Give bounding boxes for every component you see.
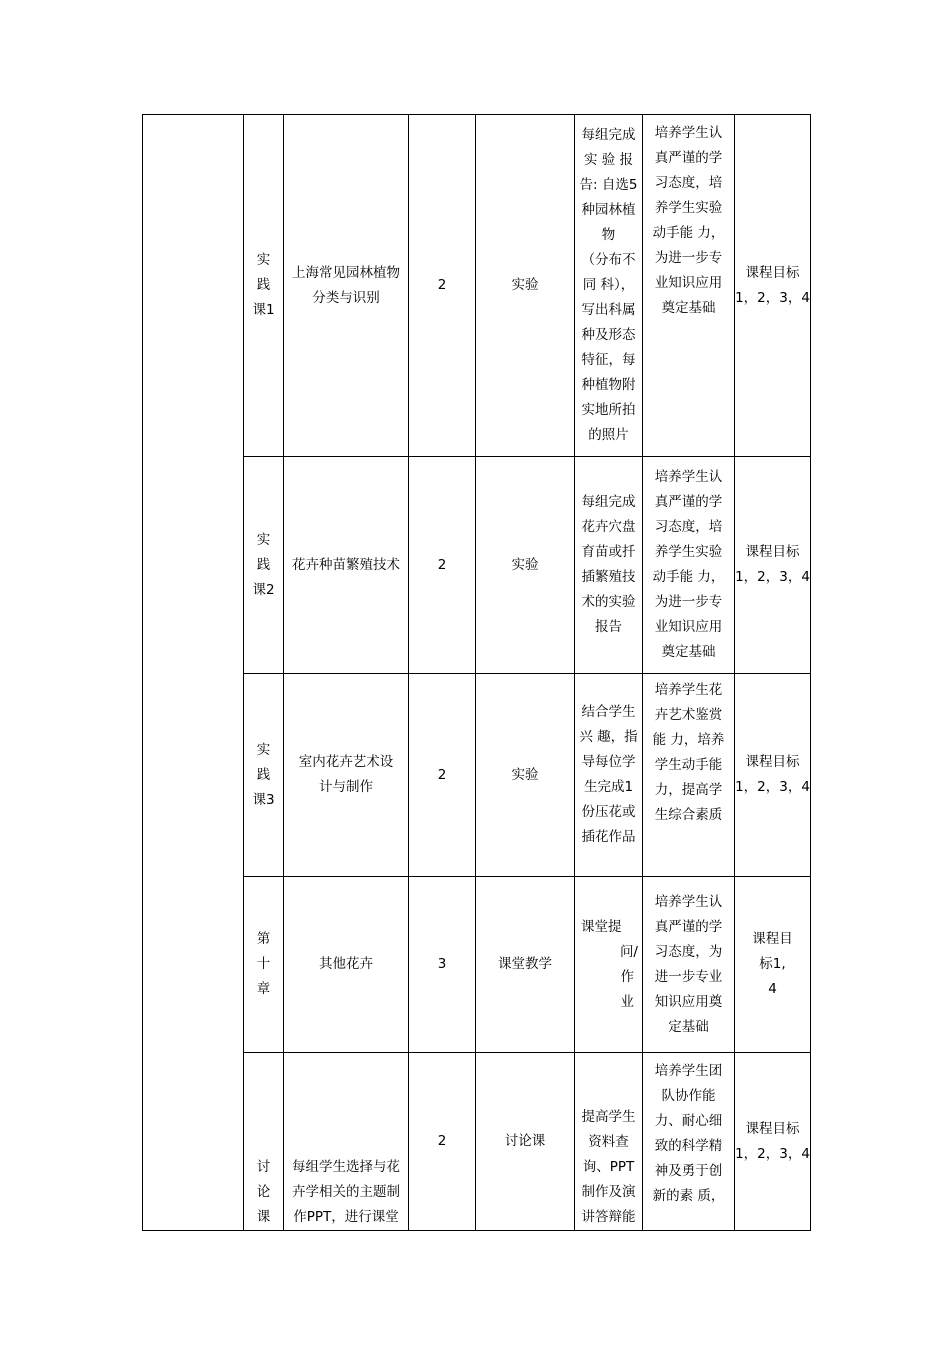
session-hours: 2 xyxy=(409,457,476,674)
teaching-method: 实验 xyxy=(476,457,575,674)
learning-requirement: 提高学生 资料查 询、PPT 制作及演 讲答辩能 xyxy=(575,1053,643,1231)
teaching-method: 实验 xyxy=(476,115,575,457)
table-row xyxy=(143,877,811,1053)
ideological-goal: 培养学生团 队协作能 力、耐心细 致的科学精 神及勇于创 新的素 质， xyxy=(643,1053,735,1231)
session-topic: 花卉种苗繁殖技术 xyxy=(284,457,409,674)
session-label: 实 践 课2 xyxy=(244,457,284,674)
teaching-method: 实验 xyxy=(476,674,575,877)
table-row xyxy=(143,115,811,457)
merged-left-cell xyxy=(143,115,244,1231)
session-hours: 2 xyxy=(409,674,476,877)
session-label: 实 践 课1 xyxy=(244,115,284,457)
course-objective: 课程目 标1, 4 xyxy=(735,877,811,1053)
course-schedule-table xyxy=(142,114,811,1231)
course-objective: 课程目标 1，2，3，4 xyxy=(735,674,811,877)
course-objective: 课程目标 1，2，3，4 xyxy=(735,115,811,457)
session-topic: 室内花卉艺术设 计与制作 xyxy=(284,674,409,877)
learning-requirement: 每组完成 花卉穴盘 育苗或扦 插繁殖技 术的实验 报告 xyxy=(575,457,643,674)
ideological-goal: 培养学生认 真严谨的学 习态度，培 养学生实验 动手能 力， 为进一步专 业知识应用 奠定基础 xyxy=(643,115,735,457)
learning-requirement: 每组完成 实 验 报 告: 自选5 种园林植 物 （分布不 同 科）， 写出科属 种及形态 特征，每 种植物附 实地所拍 的照片 xyxy=(575,115,643,457)
session-topic: 每组学生选择与花 卉学相关的主题制 作PPT，进行课堂 xyxy=(284,1053,409,1231)
table-row xyxy=(143,457,811,674)
teaching-method: 讨论课 xyxy=(476,1053,575,1231)
ideological-goal: 培养学生认 真严谨的学 习态度，培 养学生实验 动手能 力， 为进一步专 业知识应用 奠定基础 xyxy=(643,457,735,674)
session-topic: 上海常见园林植物 分类与识别 xyxy=(284,115,409,457)
course-objective: 课程目标 1，2，3，4 xyxy=(735,457,811,674)
session-hours: 2 xyxy=(409,1053,476,1231)
learning-requirement: 结合学生 兴 趣，指 导每位学 生完成1 份压花或 插花作品 xyxy=(575,674,643,877)
ideological-goal: 培养学生认 真严谨的学 习态度，为 进一步专业 知识应用奠 定基础 xyxy=(643,877,735,1053)
session-label: 第 十 章 xyxy=(244,877,284,1053)
session-label: 实 践 课3 xyxy=(244,674,284,877)
table-row xyxy=(143,1053,811,1231)
session-hours: 2 xyxy=(409,115,476,457)
session-topic: 其他花卉 xyxy=(284,877,409,1053)
teaching-method: 课堂教学 xyxy=(476,877,575,1053)
learning-requirement: 课堂提 问/ 作 业 xyxy=(575,877,643,1053)
session-label: 讨 论 课 xyxy=(244,1053,284,1231)
session-hours: 3 xyxy=(409,877,476,1053)
table-row xyxy=(143,674,811,877)
ideological-goal: 培养学生花 卉艺术鉴赏 能 力，培养 学生动手能 力，提高学 生综合素质 xyxy=(643,674,735,877)
course-objective: 课程目标 1，2，3，4 xyxy=(735,1053,811,1231)
